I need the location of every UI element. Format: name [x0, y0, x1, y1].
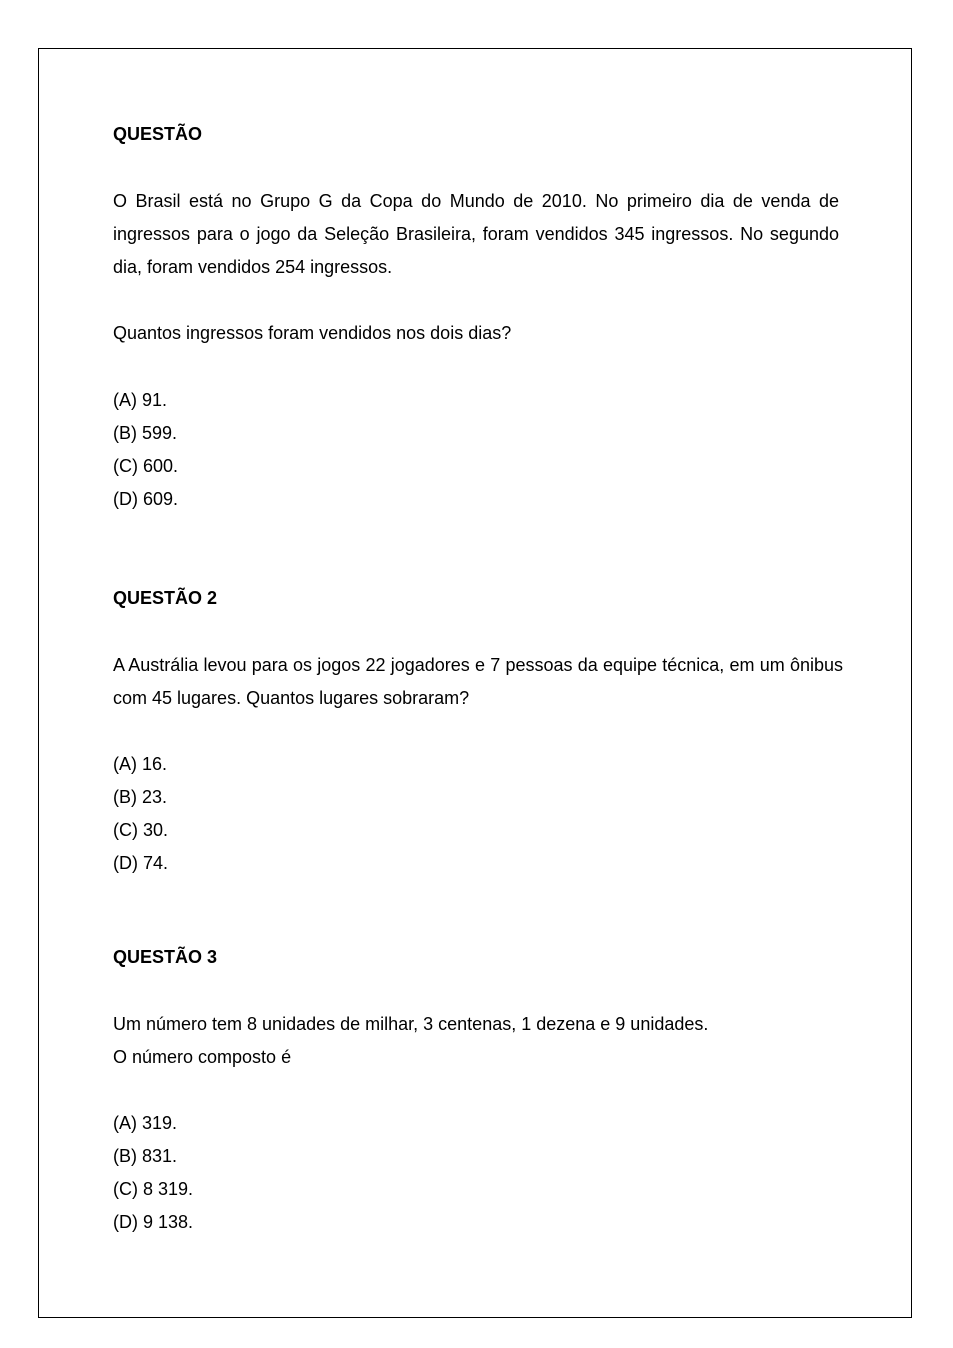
question-1-title: QUESTÃO: [113, 124, 203, 144]
option-c[interactable]: (C) 8 319.: [113, 1179, 194, 1199]
question-1: [113, 122, 839, 146]
question-3-line-2: O número composto é: [113, 1047, 292, 1067]
question-2-options: [113, 748, 839, 880]
option-b[interactable]: (B) 23.: [113, 787, 168, 807]
question-1-prompt: Quantos ingressos foram vendidos nos dois dias?: [113, 323, 512, 343]
question-3: [113, 945, 839, 969]
option-c[interactable]: (C) 600.: [113, 456, 179, 476]
question-3-line-1: Um número tem 8 unidades de milhar, 3 centenas, 1 dezena e 9 unidades.: [113, 1014, 709, 1034]
option-d[interactable]: (D) 9 138.: [113, 1212, 194, 1232]
question-1-text: O Brasil está no Grupo G da Copa do Mundo de 2010. No primeiro dia de venda de ingressos para o jogo da Seleção Brasileira, foram vendidos 345 ingressos. No segundo dia, foram vendidos 254 ingressos.: [113, 191, 839, 277]
question-2-title: QUESTÃO 2: [113, 588, 218, 608]
question-3-title: QUESTÃO 3: [113, 947, 218, 967]
option-a[interactable]: (A) 16.: [113, 754, 168, 774]
option-b[interactable]: (B) 831.: [113, 1146, 178, 1166]
question-2: [113, 586, 839, 610]
question-1-options: [113, 384, 839, 516]
question-3-options: [113, 1107, 839, 1239]
option-d[interactable]: (D) 74.: [113, 853, 169, 873]
option-b[interactable]: (B) 599.: [113, 423, 178, 443]
option-c[interactable]: (C) 30.: [113, 820, 169, 840]
option-a[interactable]: (A) 319.: [113, 1113, 178, 1133]
option-a[interactable]: (A) 91.: [113, 390, 168, 410]
question-2-text-body: A Austrália levou para os jogos 22 jogadores e 7 pessoas da equipe técnica, em um ônibus com 45 lugares. Quantos lugares sobraram?: [113, 655, 843, 708]
question-2-text: [113, 649, 843, 715]
option-d[interactable]: (D) 609.: [113, 489, 179, 509]
question-3-text: [113, 1008, 839, 1074]
